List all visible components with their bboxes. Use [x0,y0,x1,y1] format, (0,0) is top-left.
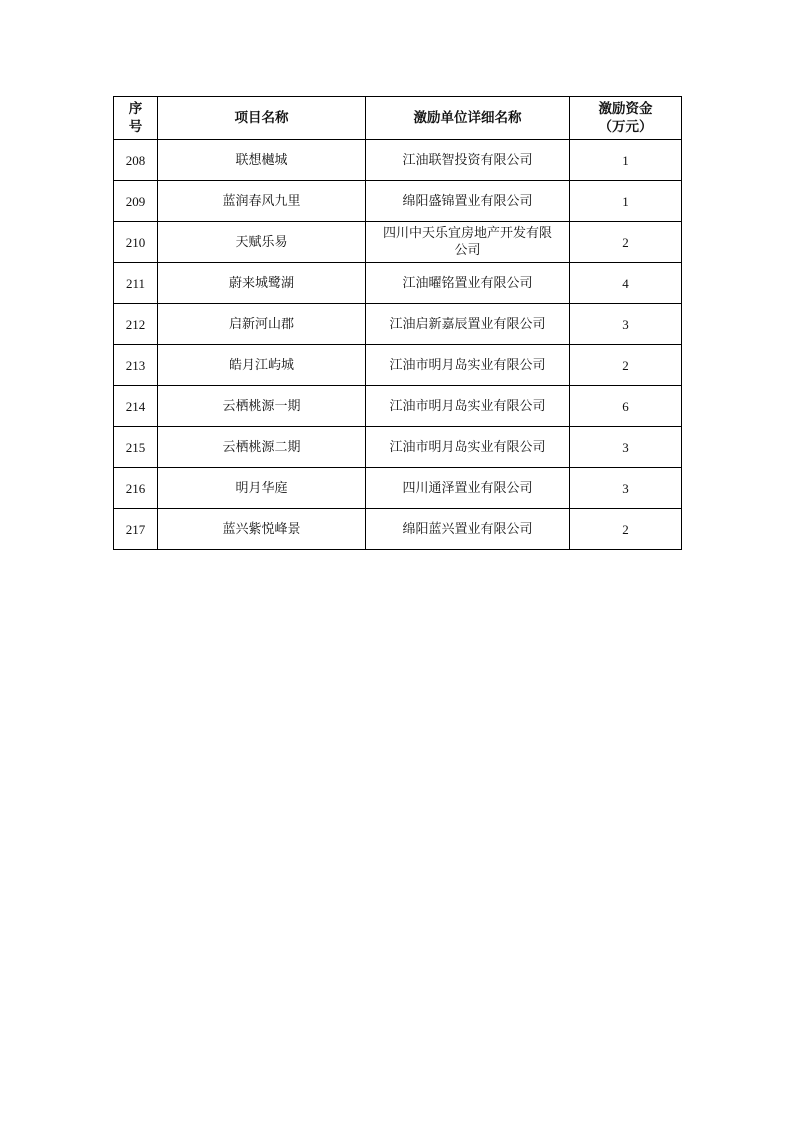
row-unit: 江油市明月岛实业有限公司 [366,386,570,427]
header-funds [570,97,682,140]
row-funds: 2 [570,345,682,386]
table-header-row [114,97,682,140]
row-unit: 江油联智投资有限公司 [366,140,570,181]
row-unit: 江油曜铭置业有限公司 [366,263,570,304]
header-project: 项目名称 [158,97,366,140]
table-row [114,509,682,550]
row-project: 启新河山郡 [158,304,366,345]
row-unit: 绵阳蓝兴置业有限公司 [366,509,570,550]
header-index [114,97,158,140]
row-unit-line2: 公司 [454,243,481,258]
row-index: 213 [114,345,158,386]
row-unit-line1: 四川中天乐宜房地产开发有限 [382,226,552,241]
header-index-line1: 序 [128,101,143,117]
header-index-line2: 号 [128,119,143,135]
row-funds: 6 [570,386,682,427]
row-project: 天赋乐易 [158,222,366,263]
row-project: 云栖桃源二期 [158,427,366,468]
row-project: 联想樾城 [158,140,366,181]
row-unit: 江油市明月岛实业有限公司 [366,345,570,386]
row-index: 216 [114,468,158,509]
table-row [114,181,682,222]
header-unit: 激励单位详细名称 [366,97,570,140]
header-funds-line1: 激励资金 [598,101,653,117]
table-row [114,140,682,181]
table-row [114,263,682,304]
row-funds: 3 [570,468,682,509]
row-funds: 2 [570,509,682,550]
row-unit: 江油启新嘉辰置业有限公司 [366,304,570,345]
row-funds: 3 [570,427,682,468]
incentive-table [113,96,682,550]
row-index: 214 [114,386,158,427]
row-unit: 江油市明月岛实业有限公司 [366,427,570,468]
row-project: 皓月江屿城 [158,345,366,386]
table-row [114,427,682,468]
row-index: 211 [114,263,158,304]
table-row [114,222,682,263]
row-unit [366,222,570,263]
row-index: 212 [114,304,158,345]
row-unit: 绵阳盛锦置业有限公司 [366,181,570,222]
row-funds: 4 [570,263,682,304]
row-index: 217 [114,509,158,550]
row-funds: 3 [570,304,682,345]
row-project: 蓝润春风九里 [158,181,366,222]
row-project: 云栖桃源一期 [158,386,366,427]
row-index: 210 [114,222,158,263]
row-unit: 四川通泽置业有限公司 [366,468,570,509]
row-project: 明月华庭 [158,468,366,509]
row-project: 蓝兴紫悦峰景 [158,509,366,550]
row-project: 蔚来城鹭湖 [158,263,366,304]
table-row [114,345,682,386]
header-funds-line2: （万元） [598,119,653,135]
row-funds: 2 [570,222,682,263]
row-funds: 1 [570,181,682,222]
table-row [114,304,682,345]
table-row [114,468,682,509]
row-index: 209 [114,181,158,222]
row-index: 215 [114,427,158,468]
row-index: 208 [114,140,158,181]
table-row [114,386,682,427]
row-funds: 1 [570,140,682,181]
